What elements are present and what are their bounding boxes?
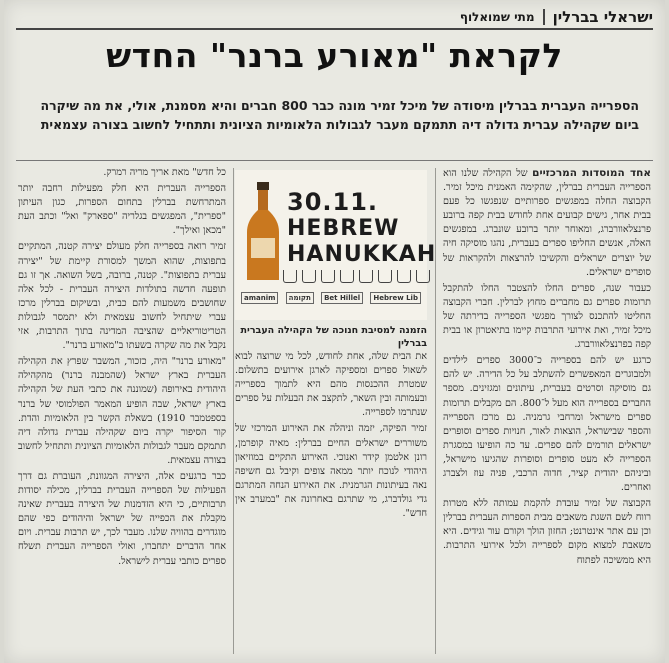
- bottle-icon: [243, 180, 283, 284]
- poster-date: 30.11.: [287, 188, 379, 216]
- paragraph-text: הספרייה העברית היא חלק מפעילות רחבה יותר המתרחשת בברלין בתחום הספרות, כגון העיתון "ספרית", המפגשים בגלריה "ספארק" ואל" וכתב העת "מכאן ואילך".: [18, 183, 226, 237]
- sponsor-logo: amanim: [241, 292, 278, 304]
- column-divider: [233, 168, 234, 654]
- sponsor-logo: Bet Hillel: [321, 292, 363, 304]
- newspaper-page: [4, 0, 665, 663]
- hanukkah-poster: [235, 170, 437, 320]
- poster-title-line2: HANUKKAH: [287, 242, 437, 267]
- paragraph: [18, 355, 226, 468]
- paragraph: [443, 497, 651, 567]
- paragraph-text: כרגע יש להם בספרייה כ־3000 ספרים לילדים ולמבוגרים המאפשרים להשתלב על כל הדירה. יש להם גם מוסיקה וסרטים בעברית, עיתונים ומגזינים. מספר החברים בספרייה הוא מעל ל־800. הם מקבלים תרומות ספרים מישראל ומרחבי גרמניה. גם מרכז הספרייה והספר שבישראל, הוצאות לאור, חנויות ספרים וסופרים ישראלים תורמים להם ספרים. עד כה הופיעו במסגרת הספרייה לא מעט סופרים וסופרות שהגיעו מישראל, וביניהם יהודית קציר, חדוה הרכבי, פניה עוז ולצברג ואחרים.: [443, 355, 651, 494]
- section-name: ישראלי בברלין: [552, 8, 653, 26]
- candle-row: [283, 270, 430, 283]
- paragraph-text: כעבור שנה, ספרים החלו להצטבר החלו להתקבל תרומות ספרים גם מחברים מחוץ לברלין. חברי הקבוצה החליטו להתכנס לצורך מפגשי הספרייה בדירתה של מיכל זמיר, ואת אירועי התרבות קיימו בתיאטרון או בבית קפה בפרנצלאוורברג.: [443, 282, 651, 351]
- paragraph: [235, 350, 427, 420]
- column-left: [18, 166, 226, 654]
- candle-cup-icon: [340, 270, 354, 283]
- header-rule: [16, 160, 653, 161]
- paragraph-text: זמיר רואה בספרייה חלק מעולם יצירה קטנה, המתקיים בתפוצות, שהוא המשך למסורת קיימת של "יצירה עברית בתפוצות". קטנה, ברובה, בשל השואה. אך זו גם תופעה חדשה בתולדות היצירה העברית - לכל אלה שחושבים משמעות להם כבית, ובשיקום בברלין מרכז עברי שיתחיל לחשוב עצמאית ולא יתמסר לגבולות הטריטוריאליים שהציבה המדינה בתוך התרבות, אזי נקבל את מה שקרה בשעתו ב"מאורע ברנר".: [18, 241, 226, 352]
- image-caption: הזמנה למסיבת חנוכה של הקהילה העברית בברלין: [240, 325, 427, 349]
- column-divider: [435, 168, 436, 654]
- page-header: [16, 6, 653, 30]
- paragraph-text: של הקהילה שלנו הוא הספרייה העברית בברלין, שהקימה האמנית מיכל זמיר. הקבוצה החלה במפגשים ספרותיים שנפגשו כל פעם בבית אחר, גישים קבועים אחת לחודש בבית קפה ברובע פרנצלאוורברג, ומאוחר יותר ברובע שונברג. במפגשים האלה, אנשים החליפו ספרים בעברית, נהגו מוסיקה חיה של יוצרים ישראלים והקשיבו להרצאות ולהקראות של סופרים ישראלים.: [443, 168, 651, 278]
- paragraph-text: הקבוצה של זמיר עובדת להקמת עמותה ללא מטרות רווח לשם השגת משאבים מבית הספרות העברית בברלין וכן עם אתר אינטרנט; החזון הולך וקורם עור וגידים. היא משאבת למצוא מקום לספרייה ולכל אירועי התרבות. היא ממשיכה לפתוח: [443, 498, 651, 566]
- column-right: [443, 166, 651, 654]
- paragraph: [443, 282, 651, 352]
- paragraph: [18, 240, 226, 353]
- candle-cup-icon: [283, 270, 297, 283]
- candle-cup-icon: [321, 270, 335, 283]
- header-divider: [543, 9, 545, 25]
- article-subhead: הספרייה העברית בברלין מיסודה של מיכל זמיר מונה כבר 800 חברים והיא מסמנת, אולי, את מה שיקרה ביום שקהילה עברית גדולה דיה תתמקם מעבר לגבולות הלאומיות הציונית ותתחיל לחשוב בצורה עצמאית: [40, 98, 639, 132]
- sponsor-logos: [241, 292, 421, 304]
- candle-cup-icon: [378, 270, 392, 283]
- paragraph-text: כל חדש" מאת אריך מריה רמרק.: [103, 167, 226, 178]
- paragraph-text: כבר ברגעים אלה, היצירה המגוונת, העוברת גם דרך הפעילות של הספרייה העברית בברלין, מכילה יסודות תרבותיים, כי היא הזדמנות של היצירה בעברית שאינה מקבלת את הכפייה של ישראל והיהודים כפי שהם מוגדרים בהוויה שלנו. מעבר לכך, יש תרבות עברית. ויום אחד הדברים יתחברו, ואולי הספרייה העברית תשלח ספרים כותבי עברית לישראל.: [18, 470, 226, 567]
- paragraph-lead: אחד המוסדות המרכזיים: [532, 167, 651, 179]
- paragraph-text: את הבית שלה, אחת לחודש, לכל מי שרוצה לבוא לשאול ספרים ומספיקה לארגן אירועים בתשלום. שמטרת ההכנסות מהם היא לתמוך בספרייה ובעמותה ובין השאר, לתקצב את הבעלות על ספרים שנתרמו לספרייה.: [235, 351, 427, 419]
- poster-title-line1: HEBREW: [287, 216, 400, 241]
- sponsor-logo: Hebrew Lib: [370, 292, 421, 304]
- paragraph: [18, 182, 226, 238]
- paragraph: [18, 166, 226, 180]
- candle-cup-icon: [359, 270, 373, 283]
- paragraph-text: זמיר הפיקה, יזמה וניהלה את האירוע המרכזי של משוררים ישראלים החיים בברלין: מאיה קופרמן, רונן אלטמן קידר ואנוכי. האירוע התקיים במוזיאון היהודי לנוכח יותר ממאה צופים וקיבל גם חשיפה נאה בעיתונות הגרמנית. את האירוע הנחה המתרגם גדי גולדברג, מי שתרגם באחרונה את "במערב אין חדש".: [235, 423, 427, 520]
- paragraph: [18, 470, 226, 569]
- paragraph-text: "מאורע ברנר" היה, כזכור, המשבר שפרץ את הקהילה העברית בארץ ישראל (שהמבנה ברנר) מהקהילה היהודית באירופה (שמוננה את כתבי העת של הקהילה בארץ ישראל, שבה הופיע המאמר הפולמוסי של ברנר בספטמבר 1910) בשאלת הקשר בין הלאומיות והדת. קור הסיפור יקרה ביום שקהילה עברית גדולה דיה תתמקם מעבר לגבולות הלאומיות הציונית ותתחיל לחשוב בצורה עצמאית.: [18, 356, 226, 466]
- author-name: מתי שמואלוף: [459, 10, 535, 24]
- candle-cup-icon: [302, 270, 316, 283]
- paragraph: [443, 354, 651, 495]
- sponsor-logo: תקומה: [286, 292, 314, 304]
- candle-cup-icon: [416, 270, 430, 283]
- article-headline: לקראת "מאורע ברנר" החדש: [106, 36, 563, 75]
- candle-cup-icon: [397, 270, 411, 283]
- paragraph: [443, 166, 651, 280]
- paragraph: [235, 422, 427, 521]
- column-middle: [235, 350, 427, 654]
